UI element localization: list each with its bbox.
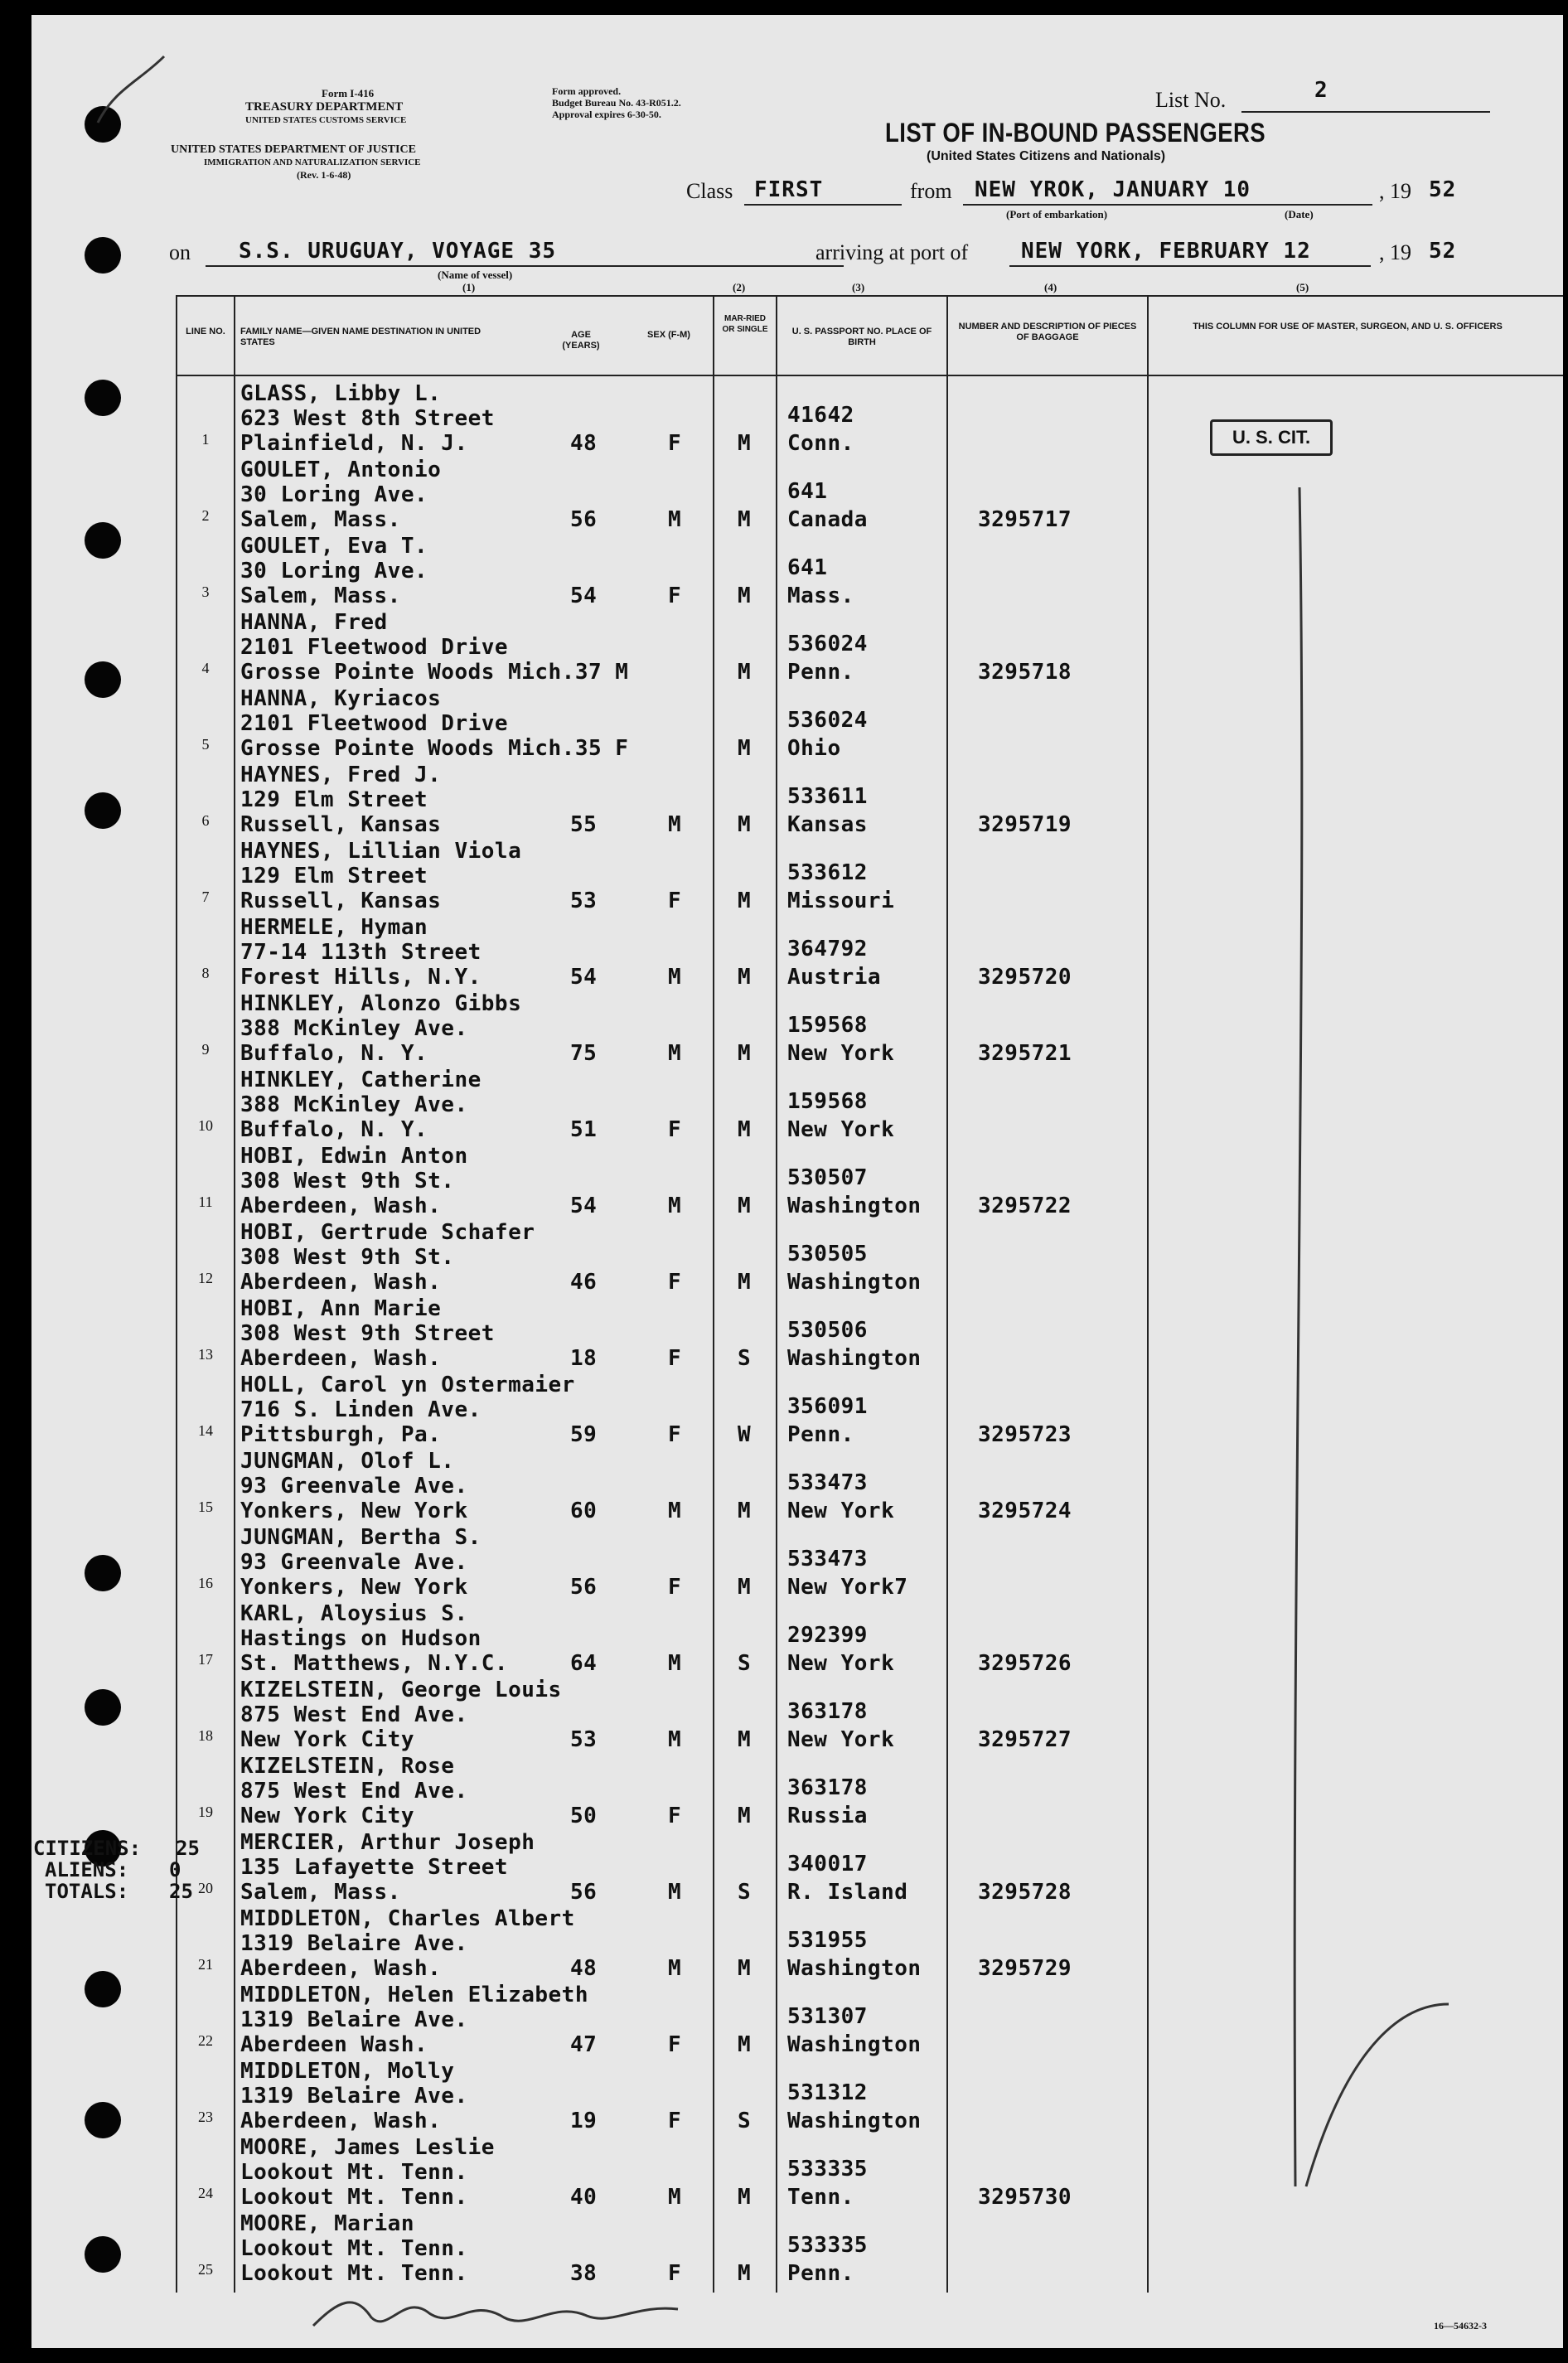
vessel-note: (Name of vessel)	[438, 269, 513, 281]
passenger-city: St. Matthews, N.Y.C.	[240, 1651, 509, 1676]
list-no-label: List No.	[1155, 88, 1227, 112]
passenger-married: M	[738, 2185, 752, 2210]
passenger-married: M	[738, 812, 752, 837]
line-number: 6	[201, 812, 210, 829]
place-of-birth: Washington	[787, 2109, 922, 2133]
passenger-address: 135 Lafayette Street	[240, 1855, 509, 1880]
arrival-underline	[1009, 265, 1371, 267]
line-number: 14	[198, 1422, 213, 1439]
passenger-name: KIZELSTEIN, Rose	[240, 1754, 455, 1779]
passenger-name: MIDDLETON, Molly	[240, 2059, 455, 2084]
passenger-address: 623 West 8th Street	[240, 406, 495, 431]
passenger-married: M	[738, 1499, 752, 1523]
passenger-city: Grosse Pointe Woods Mich.37 M	[240, 660, 629, 685]
treasury-dept: TREASURY DEPARTMENT	[245, 100, 404, 114]
passenger-name: KIZELSTEIN, George Louis	[240, 1678, 562, 1702]
passenger-sex: M	[668, 1499, 682, 1523]
col-num-5: (5)	[1296, 281, 1309, 293]
passport-number: 533611	[787, 784, 868, 809]
place-of-birth: Conn.	[787, 431, 854, 456]
approval-line-1: Form approved.	[552, 85, 622, 97]
passenger-married: M	[738, 1117, 752, 1142]
baggage-number: 3295730	[978, 2185, 1072, 2210]
passenger-married: S	[738, 2109, 752, 2133]
baggage-number: 3295720	[978, 965, 1072, 990]
passenger-married: M	[738, 660, 752, 685]
passenger-name: HOBI, Edwin Anton	[240, 1144, 468, 1169]
line-number: 21	[198, 1956, 213, 1973]
passport-number: 536024	[787, 632, 868, 656]
passenger-address: Hastings on Hudson	[240, 1626, 482, 1651]
passenger-sex: M	[668, 812, 682, 837]
passenger-name: HOBI, Ann Marie	[240, 1296, 442, 1321]
place-of-birth: R. Island	[787, 1880, 908, 1905]
line-number: 7	[201, 889, 210, 905]
line-number: 1	[201, 431, 210, 448]
passenger-address: 2101 Fleetwood Drive	[240, 711, 509, 736]
passenger-married: S	[738, 1880, 752, 1905]
baggage-number: 3295719	[978, 812, 1072, 837]
revision: (Rev. 1-6-48)	[297, 169, 351, 181]
port-embark-note: (Port of embarkation)	[1006, 208, 1108, 220]
citizens-label: CITIZENS:	[33, 1837, 142, 1860]
passenger-address: 1319 Belaire Ave.	[240, 2084, 468, 2109]
passenger-age: 60	[570, 1499, 598, 1523]
place-of-birth: Washington	[787, 2032, 922, 2057]
header-officers: THIS COLUMN FOR USE OF MASTER, SURGEON, AND U. S. OFFICERS	[1193, 322, 1503, 332]
line-number: 15	[198, 1499, 213, 1515]
baggage-number: 3295723	[978, 1422, 1072, 1447]
footer-code: 16—54632-3	[1434, 2320, 1487, 2332]
passenger-city: Aberdeen Wash.	[240, 2032, 428, 2057]
arriving-label: arriving at port of	[815, 240, 969, 264]
passenger-name: MOORE, Marian	[240, 2211, 414, 2236]
passenger-city: Aberdeen, Wash.	[240, 1270, 442, 1295]
passenger-address: 308 West 9th St.	[240, 1245, 455, 1270]
passenger-city: Buffalo, N. Y.	[240, 1117, 428, 1142]
page-subtitle: (United States Citizens and Nationals)	[927, 149, 1166, 163]
baggage-number: 3295717	[978, 507, 1072, 532]
passenger-address: 93 Greenvale Ave.	[240, 1550, 468, 1575]
passport-number: 159568	[787, 1013, 868, 1038]
passenger-age: 53	[570, 1727, 598, 1752]
passenger-age: 18	[570, 1346, 598, 1371]
passenger-name: KARL, Aloysius S.	[240, 1601, 468, 1626]
place-of-birth: Missouri	[787, 889, 895, 913]
passenger-sex: M	[668, 507, 682, 532]
passenger-married: S	[738, 1651, 752, 1676]
passenger-age: 46	[570, 1270, 598, 1295]
passenger-city: Buffalo, N. Y.	[240, 1041, 428, 1066]
passenger-married: M	[738, 1727, 752, 1752]
passenger-age: 54	[570, 583, 598, 608]
header-married: MAR-RIED OR SINGLE	[722, 314, 768, 334]
passenger-age: 53	[570, 889, 598, 913]
manifest-page	[31, 15, 1563, 2348]
passenger-sex: F	[668, 1575, 682, 1600]
passenger-city: Pittsburgh, Pa.	[240, 1422, 442, 1447]
passenger-sex: F	[668, 431, 682, 456]
passenger-name: JUNGMAN, Olof L.	[240, 1449, 455, 1474]
passenger-address: 30 Loring Ave.	[240, 482, 428, 507]
passenger-address: 129 Elm Street	[240, 864, 428, 889]
passenger-sex: F	[668, 1346, 682, 1371]
passport-number: 530506	[787, 1318, 868, 1343]
passenger-married: M	[738, 1956, 752, 1981]
line-number: 22	[198, 2032, 213, 2049]
passenger-name: MIDDLETON, Charles Albert	[240, 1906, 575, 1931]
passenger-age: 50	[570, 1804, 598, 1828]
passenger-address: 77-14 113th Street	[240, 940, 482, 965]
passenger-age: 48	[570, 431, 598, 456]
passenger-city: New York City	[240, 1804, 414, 1828]
line-number: 9	[201, 1041, 210, 1058]
place-of-birth: New York	[787, 1651, 895, 1676]
passenger-city: Yonkers, New York	[240, 1499, 468, 1523]
passenger-age: 54	[570, 965, 598, 990]
place-of-birth: New York	[787, 1041, 895, 1066]
passenger-address: 875 West End Ave.	[240, 1779, 468, 1804]
passenger-sex: F	[668, 1117, 682, 1142]
passport-number: 363178	[787, 1699, 868, 1724]
place-of-birth: Washington	[787, 1270, 922, 1295]
passenger-married: M	[738, 1575, 752, 1600]
passport-number: 159568	[787, 1089, 868, 1114]
place-of-birth: Washington	[787, 1346, 922, 1371]
passenger-city: Aberdeen, Wash.	[240, 1956, 442, 1981]
passport-number: 536024	[787, 708, 868, 733]
passenger-age: 64	[570, 1651, 598, 1676]
place-of-birth: Washington	[787, 1194, 922, 1218]
passenger-sex: F	[668, 2109, 682, 2133]
line-number: 8	[201, 965, 210, 981]
passenger-address: Lookout Mt. Tenn.	[240, 2236, 468, 2261]
passenger-name: HAYNES, Fred J.	[240, 763, 442, 787]
passenger-city: Yonkers, New York	[240, 1575, 468, 1600]
passenger-city: New York City	[240, 1727, 414, 1752]
place-of-birth: Ohio	[787, 736, 841, 761]
year2-prefix: , 19	[1379, 240, 1411, 264]
passport-number: 340017	[787, 1852, 868, 1876]
passenger-city: Forest Hills, N.Y.	[240, 965, 482, 990]
passport-number: 533335	[787, 2157, 868, 2181]
totals-label: TOTALS:	[45, 1880, 129, 1903]
class-label: Class	[686, 179, 733, 203]
line-number: 17	[198, 1651, 213, 1668]
passenger-age: 54	[570, 1194, 598, 1218]
approval-line-3: Approval expires 6-30-50.	[552, 109, 661, 120]
line-number: 24	[198, 2185, 213, 2201]
passenger-sex: M	[668, 2185, 682, 2210]
header-line-no: LINE NO.	[186, 327, 225, 337]
passenger-sex: M	[668, 1880, 682, 1905]
passenger-age: 19	[570, 2109, 598, 2133]
line-number: 5	[201, 736, 210, 753]
passenger-sex: F	[668, 1804, 682, 1828]
passenger-name: JUNGMAN, Bertha S.	[240, 1525, 482, 1550]
place-of-birth: Penn.	[787, 660, 854, 685]
passport-number: 292399	[787, 1623, 868, 1648]
baggage-number: 3295724	[978, 1499, 1072, 1523]
aliens-value: 0	[169, 1858, 181, 1881]
passport-number: 533473	[787, 1470, 868, 1495]
passenger-sex: M	[668, 965, 682, 990]
passenger-sex: F	[668, 889, 682, 913]
passenger-married: M	[738, 1270, 752, 1295]
place-of-birth: New York	[787, 1117, 895, 1142]
header-name: FAMILY NAME—GIVEN NAME DESTINATION IN UNITED STATES	[240, 327, 482, 347]
table-header-border	[176, 375, 1563, 376]
line-number: 25	[198, 2261, 213, 2278]
passenger-name: HOBI, Gertrude Schafer	[240, 1220, 535, 1245]
place-of-birth: Penn.	[787, 1422, 854, 1447]
from-label: from	[910, 179, 952, 203]
passenger-name: GOULET, Eva T.	[240, 534, 428, 559]
list-no-underline	[1241, 111, 1490, 113]
header-passport: U. S. PASSPORT NO. PLACE OF BIRTH	[791, 327, 932, 347]
passenger-age: 38	[570, 2261, 598, 2286]
line-number: 12	[198, 1270, 213, 1286]
place-of-birth: Russia	[787, 1804, 868, 1828]
header-sex: SEX (F-M)	[647, 330, 690, 340]
passenger-married: M	[738, 2261, 752, 2286]
passenger-city: Aberdeen, Wash.	[240, 2109, 442, 2133]
passenger-age: 40	[570, 2185, 598, 2210]
passenger-city: Grosse Pointe Woods Mich.35 F	[240, 736, 629, 761]
passenger-sex: F	[668, 2261, 682, 2286]
passenger-address: 308 West 9th Street	[240, 1321, 495, 1346]
col-num-3: (3)	[852, 281, 865, 293]
passenger-city: Salem, Mass.	[240, 583, 401, 608]
page-title: LIST OF IN-BOUND PASSENGERS	[885, 118, 1266, 148]
passenger-sex: F	[668, 583, 682, 608]
passenger-married: M	[738, 1041, 752, 1066]
passenger-married: W	[738, 1422, 752, 1447]
passenger-age: 51	[570, 1117, 598, 1142]
passenger-address: Lookout Mt. Tenn.	[240, 2160, 468, 2185]
passport-number: 533473	[787, 1547, 868, 1571]
table-top-border	[176, 295, 1563, 297]
baggage-number: 3295718	[978, 660, 1072, 685]
passenger-age: 48	[570, 1956, 598, 1981]
line-number: 10	[198, 1117, 213, 1134]
passenger-age: 75	[570, 1041, 598, 1066]
form-number: Form I-416	[322, 87, 375, 99]
list-no-value: 2	[1314, 78, 1328, 103]
passenger-sex: M	[668, 1194, 682, 1218]
passenger-name: HINKLEY, Alonzo Gibbs	[240, 991, 522, 1016]
approval-line-2: Budget Bureau No. 43-R051.2.	[552, 97, 681, 109]
citizens-value: 25	[176, 1837, 200, 1860]
passenger-married: M	[738, 2032, 752, 2057]
passenger-city: Aberdeen, Wash.	[240, 1194, 442, 1218]
class-underline	[744, 204, 902, 206]
passenger-address: 30 Loring Ave.	[240, 559, 428, 583]
passenger-married: M	[738, 889, 752, 913]
passenger-married: M	[738, 583, 752, 608]
passenger-name: MERCIER, Arthur Joseph	[240, 1830, 535, 1855]
justice-dept: UNITED STATES DEPARTMENT OF JUSTICE	[171, 143, 416, 156]
vessel-underline	[206, 265, 844, 267]
customs-service: UNITED STATES CUSTOMS SERVICE	[245, 115, 407, 125]
passenger-name: MIDDLETON, Helen Elizabeth	[240, 1983, 588, 2007]
passport-number: 530505	[787, 1242, 868, 1266]
line-number: 23	[198, 2109, 213, 2125]
col-num-2: (2)	[733, 281, 746, 293]
place-of-birth: Kansas	[787, 812, 868, 837]
passenger-married: M	[738, 431, 752, 456]
passenger-age: 55	[570, 812, 598, 837]
passenger-name: HOLL, Carol yn Ostermaier	[240, 1373, 575, 1397]
line-number: 13	[198, 1346, 213, 1363]
passport-number: 533612	[787, 860, 868, 885]
passenger-city: Lookout Mt. Tenn.	[240, 2261, 468, 2286]
line-number: 18	[198, 1727, 213, 1744]
margin-scribble	[81, 48, 230, 148]
passenger-married: M	[738, 965, 752, 990]
passenger-city: Lookout Mt. Tenn.	[240, 2185, 468, 2210]
passenger-sex: M	[668, 1956, 682, 1981]
passenger-city: Salem, Mass.	[240, 1880, 401, 1905]
passenger-married: M	[738, 1804, 752, 1828]
passenger-address: 1319 Belaire Ave.	[240, 1931, 468, 1956]
passenger-name: HINKLEY, Catherine	[240, 1068, 482, 1092]
col-num-1: (1)	[462, 281, 476, 293]
passenger-address: 875 West End Ave.	[240, 1702, 468, 1727]
line-number: 3	[201, 583, 210, 600]
passenger-name: MOORE, James Leslie	[240, 2135, 495, 2160]
place-of-birth: Mass.	[787, 583, 854, 608]
passenger-address: 388 McKinley Ave.	[240, 1092, 468, 1117]
line-number: 16	[198, 1575, 213, 1591]
passport-number: 641	[787, 479, 828, 504]
place-of-birth: Penn.	[787, 2261, 854, 2286]
passenger-sex: F	[668, 2032, 682, 2057]
passenger-city: Salem, Mass.	[240, 507, 401, 532]
vessel-value: S.S. URUGUAY, VOYAGE 35	[239, 239, 557, 264]
passenger-city: Russell, Kansas	[240, 889, 442, 913]
passenger-name: HERMELE, Hyman	[240, 915, 428, 940]
passenger-name: HAYNES, Lillian Viola	[240, 839, 522, 864]
passport-number: 531312	[787, 2080, 868, 2105]
passport-number: 364792	[787, 937, 868, 961]
place-of-birth: New York	[787, 1499, 895, 1523]
officers-check-line	[1208, 462, 1474, 2244]
passenger-address: 2101 Fleetwood Drive	[240, 635, 509, 660]
line-number: 11	[198, 1194, 213, 1210]
passenger-address: 129 Elm Street	[240, 787, 428, 812]
line-number: 2	[201, 507, 210, 524]
passenger-name: GLASS, Libby L.	[240, 381, 442, 406]
from-value: NEW YROK, JANUARY 10	[975, 177, 1251, 202]
baggage-number: 3295726	[978, 1651, 1072, 1676]
baggage-number: 3295727	[978, 1727, 1072, 1752]
punch-hole	[85, 237, 121, 274]
passenger-age: 56	[570, 1575, 598, 1600]
passport-number: 41642	[787, 403, 854, 428]
passenger-age: 56	[570, 1880, 598, 1905]
line-number: 4	[201, 660, 210, 676]
passenger-name: GOULET, Antonio	[240, 458, 442, 482]
signature-text	[313, 2293, 494, 2320]
passenger-age: 47	[570, 2032, 598, 2057]
passenger-sex: M	[668, 1041, 682, 1066]
passenger-married: M	[738, 1194, 752, 1218]
place-of-birth: Austria	[787, 965, 882, 990]
passenger-address: 1319 Belaire Ave.	[240, 2007, 468, 2032]
passenger-married: S	[738, 1346, 752, 1371]
passport-number: 533335	[787, 2233, 868, 2258]
passenger-city: Aberdeen, Wash.	[240, 1346, 442, 1371]
class-value: FIRST	[754, 177, 824, 202]
on-label: on	[169, 240, 191, 264]
passenger-name: HANNA, Fred	[240, 610, 388, 635]
place-of-birth: New York	[787, 1727, 895, 1752]
passenger-city: Russell, Kansas	[240, 812, 442, 837]
baggage-number: 3295722	[978, 1194, 1072, 1218]
passenger-married: M	[738, 507, 752, 532]
baggage-number: 3295728	[978, 1880, 1072, 1905]
year2-value: 52	[1429, 239, 1457, 264]
passport-number: 530507	[787, 1165, 868, 1190]
year1-prefix: , 19	[1379, 179, 1411, 203]
passenger-sex: M	[668, 1727, 682, 1752]
date-note: (Date)	[1285, 208, 1314, 220]
aliens-label: ALIENS:	[45, 1858, 129, 1881]
line-number: 20	[198, 1880, 213, 1896]
passport-number: 363178	[787, 1775, 868, 1800]
ins-service: IMMIGRATION AND NATURALIZATION SERVICE	[204, 157, 421, 167]
passenger-address: 308 West 9th St.	[240, 1169, 455, 1194]
us-citizen-stamp: U. S. CIT.	[1210, 419, 1333, 456]
passport-number: 531955	[787, 1928, 868, 1953]
passport-number: 641	[787, 555, 828, 580]
passenger-address: 93 Greenvale Ave.	[240, 1474, 468, 1499]
header-baggage: NUMBER AND DESCRIPTION OF PIECES OF BAGGAGE	[958, 322, 1137, 342]
passenger-sex: F	[668, 1422, 682, 1447]
place-of-birth: Canada	[787, 507, 868, 532]
passport-number: 531307	[787, 2004, 868, 2029]
totals-value: 25	[169, 1880, 193, 1903]
passenger-address: 716 S. Linden Ave.	[240, 1397, 482, 1422]
passenger-name: HANNA, Kyriacos	[240, 686, 442, 711]
arrival-value: NEW YORK, FEBRUARY 12	[1021, 239, 1311, 264]
passport-number: 356091	[787, 1394, 868, 1419]
place-of-birth: Tenn.	[787, 2185, 854, 2210]
year1-value: 52	[1429, 177, 1457, 202]
passenger-sex: F	[668, 1270, 682, 1295]
passenger-age: 59	[570, 1422, 598, 1447]
passenger-city: Plainfield, N. J.	[240, 431, 468, 456]
from-underline	[963, 204, 1372, 206]
passenger-address: 388 McKinley Ave.	[240, 1016, 468, 1041]
col-num-4: (4)	[1044, 281, 1057, 293]
baggage-number: 3295729	[978, 1956, 1072, 1981]
table-row	[31, 381, 1563, 458]
place-of-birth: Washington	[787, 1956, 922, 1981]
passenger-sex: M	[668, 1651, 682, 1676]
line-number: 19	[198, 1804, 213, 1820]
baggage-number: 3295721	[978, 1041, 1072, 1066]
passenger-married: M	[738, 736, 752, 761]
header-age: AGE (YEARS)	[562, 330, 600, 351]
place-of-birth: New York7	[787, 1575, 908, 1600]
passenger-age: 56	[570, 507, 598, 532]
